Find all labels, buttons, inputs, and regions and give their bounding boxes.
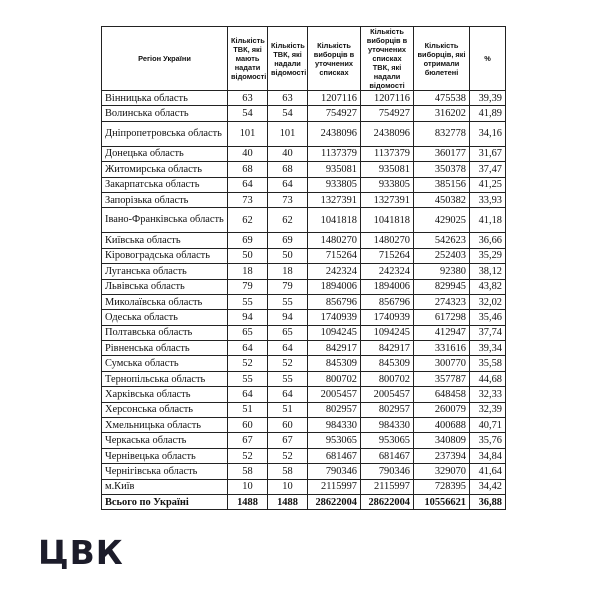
- cell-region: Херсонська область: [102, 402, 228, 417]
- cell-region: Кіровоградська область: [102, 248, 228, 263]
- table-row: [102, 371, 506, 386]
- cell-ballots-received: 542623: [414, 233, 470, 248]
- header-ballots-received: Кількість виборців, які отримали бюлетені: [414, 27, 470, 91]
- cell-tvk-expected: 10: [228, 479, 268, 494]
- table-header-row: [102, 27, 506, 91]
- cell-tvk-expected: 58: [228, 464, 268, 479]
- cell-percent: 35,76: [470, 433, 506, 448]
- cell-region: Запорізька область: [102, 192, 228, 207]
- table-row: [102, 177, 506, 192]
- cell-percent: 34,42: [470, 479, 506, 494]
- cell-tvk-reported: 55: [268, 294, 308, 309]
- table-row: [102, 356, 506, 371]
- cell-voters-reported: 802957: [361, 402, 414, 417]
- cell-ballots-received: 92380: [414, 264, 470, 279]
- cell-ballots-received: 475538: [414, 91, 470, 106]
- cell-ballots-received: 340809: [414, 433, 470, 448]
- cell-percent: 32,33: [470, 387, 506, 402]
- header-voters-reported: Кількість виборців в уточнених списках ТВК, які надали відомості: [361, 27, 414, 91]
- cell-tvk-expected: 79: [228, 279, 268, 294]
- cell-percent: 31,67: [470, 146, 506, 161]
- cell-voters-lists: 2005457: [308, 387, 361, 402]
- cell-ballots-received: 10556621: [414, 494, 470, 509]
- cell-region: Миколаївська область: [102, 294, 228, 309]
- cell-tvk-expected: 60: [228, 418, 268, 433]
- table-row: [102, 448, 506, 463]
- cell-percent: 37,74: [470, 325, 506, 340]
- cell-voters-reported: 681467: [361, 448, 414, 463]
- cell-tvk-reported: 64: [268, 341, 308, 356]
- cell-ballots-received: 252403: [414, 248, 470, 263]
- table-row: [102, 402, 506, 417]
- cell-ballots-received: 331616: [414, 341, 470, 356]
- cell-voters-lists: 984330: [308, 418, 361, 433]
- cell-region: Рівненська область: [102, 341, 228, 356]
- cell-tvk-expected: 69: [228, 233, 268, 248]
- table-row: [102, 310, 506, 325]
- cell-percent: 33,93: [470, 192, 506, 207]
- cell-voters-reported: 1894006: [361, 279, 414, 294]
- cell-tvk-reported: 54: [268, 106, 308, 121]
- cell-voters-lists: 1094245: [308, 325, 361, 340]
- cell-voters-lists: 935081: [308, 162, 361, 177]
- cell-tvk-reported: 64: [268, 177, 308, 192]
- cell-percent: 37,47: [470, 162, 506, 177]
- cell-voters-reported: 1137379: [361, 146, 414, 161]
- cell-voters-reported: 1480270: [361, 233, 414, 248]
- cell-region: Дніпропетровська область: [102, 121, 228, 146]
- cell-voters-reported: 242324: [361, 264, 414, 279]
- cell-percent: 43,82: [470, 279, 506, 294]
- cell-region: Всього по Україні: [102, 494, 228, 509]
- cell-voters-lists: 856796: [308, 294, 361, 309]
- cell-voters-reported: 984330: [361, 418, 414, 433]
- cell-tvk-reported: 79: [268, 279, 308, 294]
- cell-voters-reported: 754927: [361, 106, 414, 121]
- cell-voters-lists: 802957: [308, 402, 361, 417]
- table-row: [102, 387, 506, 402]
- cell-tvk-reported: 69: [268, 233, 308, 248]
- cell-tvk-reported: 63: [268, 91, 308, 106]
- cell-tvk-expected: 64: [228, 177, 268, 192]
- cell-tvk-expected: 18: [228, 264, 268, 279]
- cell-voters-lists: 2115997: [308, 479, 361, 494]
- cell-voters-reported: 800702: [361, 371, 414, 386]
- cell-voters-lists: 1041818: [308, 208, 361, 233]
- cell-ballots-received: 728395: [414, 479, 470, 494]
- cell-tvk-reported: 52: [268, 356, 308, 371]
- cell-percent: 41,18: [470, 208, 506, 233]
- cell-tvk-reported: 65: [268, 325, 308, 340]
- cell-tvk-expected: 62: [228, 208, 268, 233]
- cell-region: Чернівецька область: [102, 448, 228, 463]
- cell-percent: 35,58: [470, 356, 506, 371]
- cell-voters-reported: 1041818: [361, 208, 414, 233]
- cell-voters-reported: 953065: [361, 433, 414, 448]
- cell-tvk-expected: 73: [228, 192, 268, 207]
- cell-region: Тернопільська область: [102, 371, 228, 386]
- cell-tvk-expected: 54: [228, 106, 268, 121]
- cell-tvk-expected: 101: [228, 121, 268, 146]
- cell-tvk-reported: 101: [268, 121, 308, 146]
- cell-region: Одеська область: [102, 310, 228, 325]
- cell-percent: 36,88: [470, 494, 506, 509]
- cell-region: Полтавська область: [102, 325, 228, 340]
- cell-percent: 32,02: [470, 294, 506, 309]
- cell-ballots-received: 316202: [414, 106, 470, 121]
- cell-ballots-received: 450382: [414, 192, 470, 207]
- results-table: [101, 26, 506, 510]
- cell-voters-reported: 933805: [361, 177, 414, 192]
- cell-percent: 41,89: [470, 106, 506, 121]
- header-tvk-expected: Кількість ТВК, які мають надати відомості: [228, 27, 268, 91]
- cell-voters-lists: 242324: [308, 264, 361, 279]
- cell-tvk-expected: 63: [228, 91, 268, 106]
- cell-tvk-expected: 68: [228, 162, 268, 177]
- cell-voters-reported: 790346: [361, 464, 414, 479]
- cell-tvk-expected: 52: [228, 356, 268, 371]
- cell-voters-lists: 800702: [308, 371, 361, 386]
- cell-voters-lists: 2438096: [308, 121, 361, 146]
- cell-voters-lists: 28622004: [308, 494, 361, 509]
- table-row: [102, 146, 506, 161]
- cell-voters-lists: 754927: [308, 106, 361, 121]
- header-region: Регіон України: [102, 27, 228, 91]
- cell-voters-lists: 715264: [308, 248, 361, 263]
- table-row: [102, 233, 506, 248]
- table-row: [102, 192, 506, 207]
- cell-region: Закарпатська область: [102, 177, 228, 192]
- cell-ballots-received: 300770: [414, 356, 470, 371]
- table-row: [102, 341, 506, 356]
- cell-voters-lists: 790346: [308, 464, 361, 479]
- cell-tvk-reported: 58: [268, 464, 308, 479]
- cell-ballots-received: 829945: [414, 279, 470, 294]
- cell-voters-lists: 681467: [308, 448, 361, 463]
- cell-tvk-reported: 55: [268, 371, 308, 386]
- cell-voters-lists: 1740939: [308, 310, 361, 325]
- cell-region: Львівська область: [102, 279, 228, 294]
- cell-voters-reported: 2115997: [361, 479, 414, 494]
- cell-ballots-received: 329070: [414, 464, 470, 479]
- cell-voters-reported: 1327391: [361, 192, 414, 207]
- cell-tvk-reported: 1488: [268, 494, 308, 509]
- header-tvk-reported: Кількість ТВК, які надали відомості: [268, 27, 308, 91]
- cell-tvk-reported: 62: [268, 208, 308, 233]
- cvk-logo: ЦВК: [38, 533, 124, 572]
- cell-tvk-reported: 94: [268, 310, 308, 325]
- table-row: [102, 248, 506, 263]
- cell-ballots-received: 400688: [414, 418, 470, 433]
- cell-voters-reported: 715264: [361, 248, 414, 263]
- cell-region: Харківська область: [102, 387, 228, 402]
- cell-ballots-received: 648458: [414, 387, 470, 402]
- cell-ballots-received: 412947: [414, 325, 470, 340]
- cell-tvk-expected: 64: [228, 341, 268, 356]
- cell-voters-reported: 1740939: [361, 310, 414, 325]
- cell-voters-reported: 856796: [361, 294, 414, 309]
- cell-voters-lists: 845309: [308, 356, 361, 371]
- cell-region: м.Київ: [102, 479, 228, 494]
- cell-tvk-reported: 52: [268, 448, 308, 463]
- cell-ballots-received: 260079: [414, 402, 470, 417]
- cell-voters-lists: 1480270: [308, 233, 361, 248]
- cell-region: Черкаська область: [102, 433, 228, 448]
- table-row: [102, 106, 506, 121]
- cell-voters-reported: 935081: [361, 162, 414, 177]
- cell-voters-reported: 1207116: [361, 91, 414, 106]
- cell-ballots-received: 237394: [414, 448, 470, 463]
- cell-region: Донецька область: [102, 146, 228, 161]
- cell-ballots-received: 360177: [414, 146, 470, 161]
- cell-percent: 38,12: [470, 264, 506, 279]
- cell-percent: 34,16: [470, 121, 506, 146]
- cell-ballots-received: 385156: [414, 177, 470, 192]
- header-percent: %: [470, 27, 506, 91]
- cell-percent: 39,34: [470, 341, 506, 356]
- cell-region: Житомирська область: [102, 162, 228, 177]
- cell-percent: 40,71: [470, 418, 506, 433]
- cell-tvk-expected: 65: [228, 325, 268, 340]
- table-row: [102, 279, 506, 294]
- cell-percent: 32,39: [470, 402, 506, 417]
- table-row: [102, 208, 506, 233]
- cell-voters-lists: 842917: [308, 341, 361, 356]
- cell-percent: 41,25: [470, 177, 506, 192]
- cell-tvk-reported: 51: [268, 402, 308, 417]
- table-total-row: [102, 494, 506, 509]
- cell-region: Сумська область: [102, 356, 228, 371]
- cell-ballots-received: 350378: [414, 162, 470, 177]
- table-row: [102, 91, 506, 106]
- cell-voters-lists: 1137379: [308, 146, 361, 161]
- cell-voters-lists: 953065: [308, 433, 361, 448]
- cell-tvk-reported: 10: [268, 479, 308, 494]
- cell-tvk-reported: 60: [268, 418, 308, 433]
- cell-region: Волинська область: [102, 106, 228, 121]
- cell-tvk-reported: 40: [268, 146, 308, 161]
- table-row: [102, 464, 506, 479]
- cell-percent: 35,46: [470, 310, 506, 325]
- cell-voters-reported: 1094245: [361, 325, 414, 340]
- cell-region: Вінницька область: [102, 91, 228, 106]
- table-row: [102, 325, 506, 340]
- cell-tvk-expected: 67: [228, 433, 268, 448]
- cell-tvk-reported: 18: [268, 264, 308, 279]
- cell-ballots-received: 429025: [414, 208, 470, 233]
- cell-voters-reported: 845309: [361, 356, 414, 371]
- cell-voters-lists: 1327391: [308, 192, 361, 207]
- cell-percent: 44,68: [470, 371, 506, 386]
- table-row: [102, 433, 506, 448]
- cell-percent: 39,39: [470, 91, 506, 106]
- cell-ballots-received: 617298: [414, 310, 470, 325]
- cell-ballots-received: 832778: [414, 121, 470, 146]
- cell-tvk-expected: 64: [228, 387, 268, 402]
- cell-tvk-expected: 55: [228, 371, 268, 386]
- cell-percent: 35,29: [470, 248, 506, 263]
- cell-tvk-expected: 50: [228, 248, 268, 263]
- cell-tvk-reported: 73: [268, 192, 308, 207]
- cell-voters-reported: 842917: [361, 341, 414, 356]
- table-row: [102, 418, 506, 433]
- cell-region: Луганська область: [102, 264, 228, 279]
- cell-region: Київська область: [102, 233, 228, 248]
- cell-percent: 36,66: [470, 233, 506, 248]
- cell-voters-reported: 28622004: [361, 494, 414, 509]
- cell-region: Чернігівська область: [102, 464, 228, 479]
- table-row: [102, 162, 506, 177]
- cell-tvk-reported: 68: [268, 162, 308, 177]
- cell-tvk-expected: 94: [228, 310, 268, 325]
- cell-tvk-reported: 67: [268, 433, 308, 448]
- cell-voters-lists: 1894006: [308, 279, 361, 294]
- cell-voters-reported: 2438096: [361, 121, 414, 146]
- cell-tvk-reported: 50: [268, 248, 308, 263]
- table-row: [102, 264, 506, 279]
- table-row: [102, 121, 506, 146]
- cell-percent: 41,64: [470, 464, 506, 479]
- cell-percent: 34,84: [470, 448, 506, 463]
- cell-tvk-expected: 52: [228, 448, 268, 463]
- cell-tvk-reported: 64: [268, 387, 308, 402]
- cell-region: Хмельницька область: [102, 418, 228, 433]
- cell-tvk-expected: 40: [228, 146, 268, 161]
- cell-ballots-received: 357787: [414, 371, 470, 386]
- table-row: [102, 294, 506, 309]
- results-table-container: [101, 26, 505, 510]
- cell-region: Івано-Франківська область: [102, 208, 228, 233]
- cell-tvk-expected: 55: [228, 294, 268, 309]
- header-voters-lists: Кількість виборців в уточнених списках: [308, 27, 361, 91]
- cell-tvk-expected: 1488: [228, 494, 268, 509]
- cell-tvk-expected: 51: [228, 402, 268, 417]
- cell-voters-reported: 2005457: [361, 387, 414, 402]
- cell-voters-lists: 1207116: [308, 91, 361, 106]
- cell-voters-lists: 933805: [308, 177, 361, 192]
- table-row: [102, 479, 506, 494]
- cell-ballots-received: 274323: [414, 294, 470, 309]
